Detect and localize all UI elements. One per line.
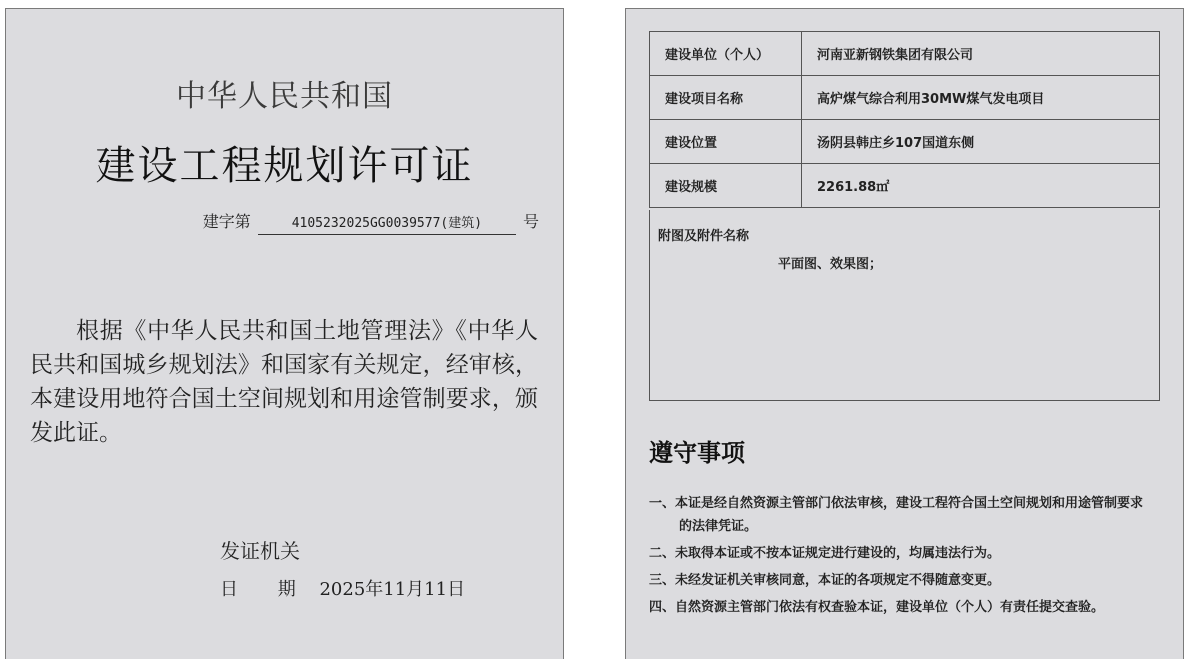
certificate-left-page	[5, 8, 564, 659]
permit-prefix: 建字第	[202, 212, 251, 231]
row-value-construction-unit: 河南亚新钢铁集团有限公司	[802, 32, 1160, 76]
table-row	[650, 164, 1160, 208]
rules-list	[649, 492, 1154, 623]
attachments-cell	[649, 210, 1160, 401]
attachments-label: 附图及附件名称	[658, 229, 750, 244]
rule-item: 二、未取得本证或不按本证规定进行建设的，均属违法行为。	[649, 546, 1001, 561]
certificate-right-page	[625, 8, 1184, 659]
rule-item: 三、未经发证机关审核同意，本证的各项规定不得随意变更。	[649, 573, 1001, 588]
issuing-authority-label: 发证机关	[220, 539, 300, 563]
permit-suffix: 号	[522, 212, 539, 231]
row-label-location: 建设位置	[650, 120, 802, 164]
date-label-period: 期	[277, 579, 296, 600]
permit-number: 4105232025GG0039577(建筑)	[258, 214, 516, 235]
row-label-construction-unit: 建设单位（个人）	[650, 32, 802, 76]
project-info-table	[649, 31, 1160, 208]
table-row	[650, 120, 1160, 164]
certificate-title: 建设工程规划许可证	[95, 143, 474, 189]
country-name: 中华人民共和国	[176, 79, 393, 114]
rule-item: 四、自然资源主管部门依法有权查验本证，建设单位（个人）有责任提交查验。	[649, 600, 1105, 615]
rules-title: 遵守事项	[649, 439, 745, 467]
table-row	[650, 32, 1160, 76]
row-value-location: 汤阴县韩庄乡107国道东侧	[802, 120, 1160, 164]
table-row	[650, 76, 1160, 120]
date-label-day: 日	[220, 579, 238, 600]
attachments-value: 平面图、效果图；	[778, 257, 883, 272]
row-label-project-name: 建设项目名称	[650, 76, 802, 120]
permit-number-line	[203, 209, 539, 235]
row-label-scale: 建设规模	[650, 164, 802, 208]
issue-date-value: 2025年11月11日	[319, 579, 466, 600]
rule-item: 一、本证是经自然资源主管部门依法审核，建设工程符合国土空间规划和用途管制要求的法律凭证。	[649, 496, 1144, 534]
row-value-scale: 2261.88㎡	[802, 164, 1160, 208]
certificate-body-text: 根据《中华人民共和国土地管理法》《中华人民共和国城乡规划法》和国家有关规定，经审核，本建设用地符合国土空间规划和用途管制要求，颁发此证。	[30, 318, 538, 446]
issue-date-row	[220, 575, 465, 601]
row-value-project-name: 高炉煤气综合利用30MW煤气发电项目	[802, 76, 1160, 120]
